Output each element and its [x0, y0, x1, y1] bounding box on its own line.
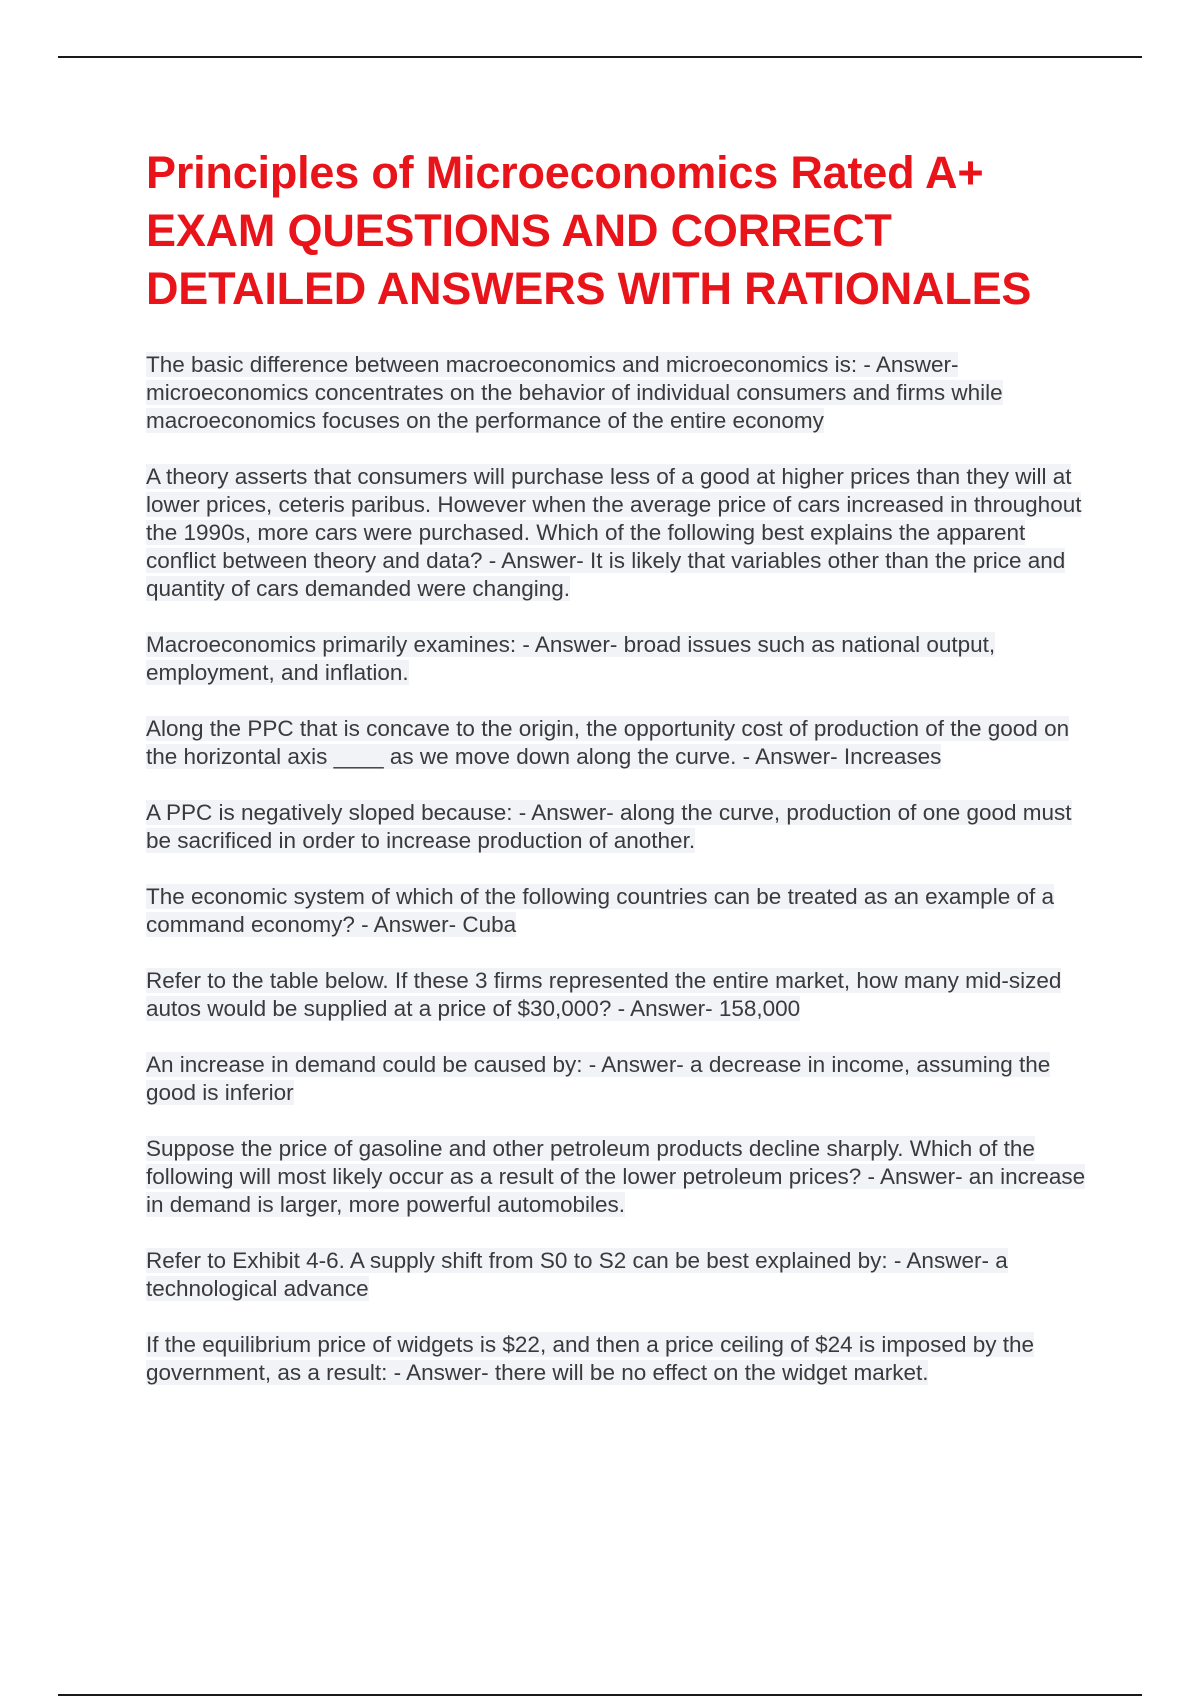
qa-text: Along the PPC that is concave to the origin, the opportunity cost of production of the good on the horizontal axis ____ as we move down along the curve. - Answer- Increases — [146, 716, 1070, 769]
qa-item — [146, 1135, 1086, 1219]
qa-text: Suppose the price of gasoline and other petroleum products decline sharply. Which of the following will most likely occur as a result of the lower petroleum prices? - Answer- an increase in demand is larger, more powerful automobiles. — [146, 1136, 1086, 1217]
qa-text: If the equilibrium price of widgets is $22, and then a price ceiling of $24 is imposed by the government, as a result: - Answer- there will be no effect on the widget market. — [146, 1332, 1035, 1385]
qa-item — [146, 883, 1086, 939]
qa-text: The economic system of which of the following countries can be treated as an example of a command economy? - Answer- Cuba — [146, 884, 1054, 937]
qa-list — [146, 351, 1086, 1387]
qa-text: Macroeconomics primarily examines: - Answer- broad issues such as national output, employment, and inflation. — [146, 632, 996, 685]
bottom-rule — [58, 1694, 1142, 1696]
qa-item — [146, 463, 1086, 603]
qa-item — [146, 715, 1086, 771]
qa-text: The basic difference between macroeconomics and microeconomics is: - Answer- microeconomics concentrates on the behavior of individual consumers and firms while macroeconomics focuses on the performance of the entire economy — [146, 352, 1003, 433]
qa-item — [146, 1331, 1086, 1387]
document-title: Principles of Microeconomics Rated A+ EXAM QUESTIONS AND CORRECT DETAILED ANSWERS WITH RATIONALES — [146, 147, 1032, 314]
qa-text: Refer to Exhibit 4-6. A supply shift from S0 to S2 can be best explained by: - Answer- a technological advance — [146, 1248, 1008, 1301]
qa-item — [146, 351, 1086, 435]
top-rule — [58, 56, 1142, 58]
qa-text: Refer to the table below. If these 3 firms represented the entire market, how many mid-sized autos would be supplied at a price of $30,000? - Answer- 158,000 — [146, 968, 1062, 1021]
qa-item — [146, 631, 1086, 687]
qa-item — [146, 967, 1086, 1023]
qa-text: A PPC is negatively sloped because: - Answer- along the curve, production of one good must be sacrificed in order to increase production of another. — [146, 800, 1072, 853]
qa-text: A theory asserts that consumers will purchase less of a good at higher prices than they will at lower prices, ceteris paribus. However when the average price of cars increased in throughout the 1990s, more cars were purchased. Which of the following best explains the apparent conflict between theory and data? - Answer- It is likely that variables other than the price and quantity of cars demanded were changing. — [146, 464, 1082, 601]
qa-item — [146, 799, 1086, 855]
document-body — [146, 144, 1086, 1415]
qa-text: An increase in demand could be caused by: - Answer- a decrease in income, assuming the good is inferior — [146, 1052, 1051, 1105]
qa-item — [146, 1247, 1086, 1303]
qa-item — [146, 1051, 1086, 1107]
